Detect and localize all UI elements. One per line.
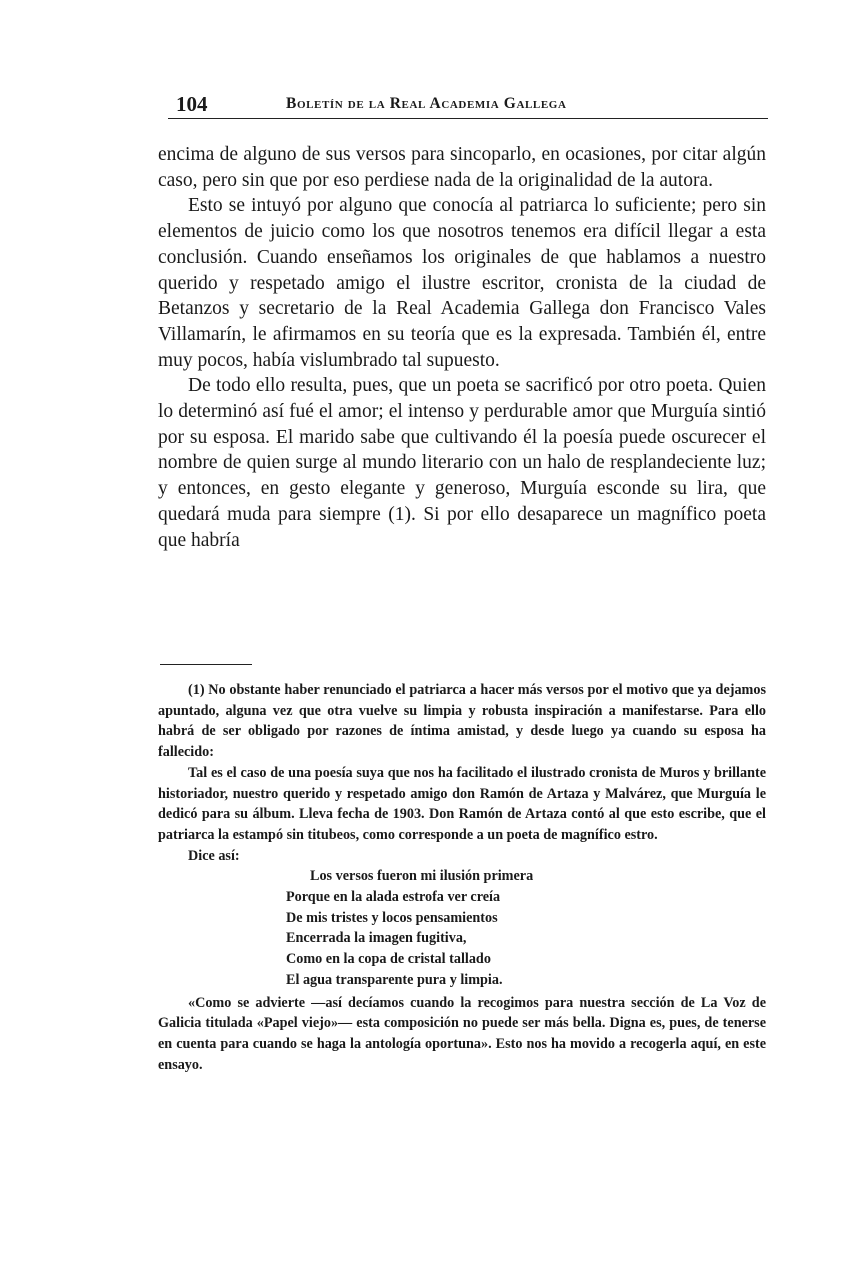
footnote-text: (1) No obstante haber renunciado el patriarca a hacer más versos por el motivo que ya dejamos apuntado, alguna vez que otra vuelve su limpia y robusta inspiración a manifestarse. Para ello habrá de ser obligado por razones de íntima amistad, y desde luego ya cuando su esposa ha fallecido: bbox=[158, 682, 766, 761]
footnote-closing: «Como se advierte —así decíamos cuando la recogimos para nuestra sección de La Voz de Galicia titulada «Papel viejo»— esta composición no puede ser más bella. Digna es, pues, de tenerse en cuenta para cuando se haga la antología oportuna». Esto nos ha movido a recogerla aquí, en este ensayo. bbox=[158, 994, 766, 1073]
footnotes bbox=[158, 680, 766, 1075]
body-paragraph: De todo ello resulta, pues, que un poeta se sacrificó por otro poeta. Quien lo determinó así fué el amor; el intenso y perdurable amor que Murguía sintió por su esposa. El marido sabe que cultivando él la poesía puede oscurecer el nombre de quien surge al mundo literario con un halo de resplandeciente luz; y entonces, en gesto elegante y generoso, Murguía esconde su lira, que quedará muda para siempre (1). Si por ello desaparece un magnífico poeta que habría bbox=[158, 375, 766, 551]
poem-line: El agua transparente pura y limpia. bbox=[286, 971, 503, 988]
poem-intro: Dice así: bbox=[188, 847, 240, 864]
page-number: 104 bbox=[176, 92, 208, 116]
running-title: Boletín de la Real Academia Gallega bbox=[286, 95, 567, 112]
poem-line: De mis tristes y locos pensamientos bbox=[286, 909, 498, 926]
running-header bbox=[168, 92, 768, 119]
body-text bbox=[158, 142, 766, 553]
footnote-text: Tal es el caso de una poesía suya que nos ha facilitado el ilustrado cronista de Muros y brillante historiador, nuestro querido y respetado amigo don Ramón de Artaza y Malvárez, que Murguía le dedicó para su álbum. Lleva fecha de 1903. Don Ramón de Artaza contó al que esto escribe, que el patriarca la estampó sin titubeos, como corresponde a un poeta de magnífico estro. bbox=[158, 764, 766, 843]
footnote-rule bbox=[160, 664, 252, 665]
poem-line: Los versos fueron mi ilusión primera bbox=[310, 868, 534, 885]
poem-line: Como en la copa de cristal tallado bbox=[286, 951, 491, 968]
poem bbox=[158, 866, 766, 990]
body-paragraph: encima de alguno de sus versos para sincoparlo, en ocasiones, por citar algún caso, pero sin que por eso perdiese nada de la originalidad de la autora. bbox=[158, 144, 766, 191]
poem-line: Encerrada la imagen fugitiva, bbox=[286, 930, 467, 947]
body-paragraph: Esto se intuyó por alguno que conocía al patriarca lo suficiente; pero sin elementos de juicio como los que nosotros tenemos era difícil llegar a esta conclusión. Cuando enseñamos los originales de que hablamos a nuestro querido y respetado amigo el ilustre escritor, cronista de la ciudad de Betanzos y secretario de la Real Academia Gallega don Francisco Vales Villamarín, le afirmamos en su teoría que es la expresada. También él, entre muy pocos, había vislumbrado tal supuesto. bbox=[158, 195, 766, 371]
poem-line: Porque en la alada estrofa ver creía bbox=[286, 889, 501, 906]
